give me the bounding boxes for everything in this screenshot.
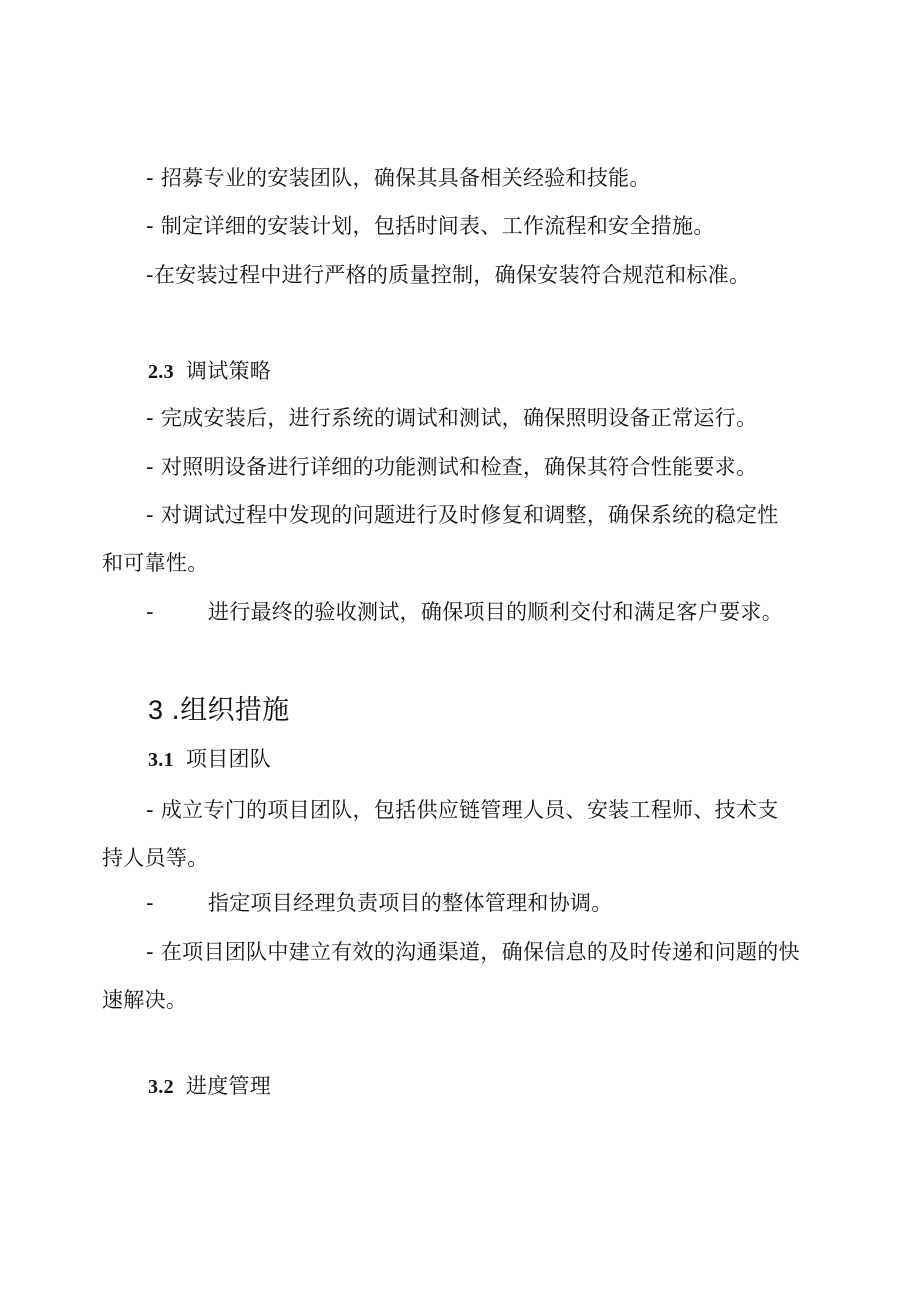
list-item-continuation: 和可靠性。: [102, 551, 209, 575]
section-title: 进度管理: [185, 1074, 272, 1098]
list-item: - 制定详细的安装计划，包括时间表、工作流程和安全措施。: [146, 214, 715, 238]
list-item: - 对照明设备进行详细的功能测试和检查，确保其符合性能要求。: [146, 455, 758, 479]
section-title: 调试策略: [185, 359, 272, 383]
section-heading-3-1: [148, 744, 271, 775]
list-item: [146, 888, 613, 918]
list-item-text: 指定项目经理负责项目的整体管理和协调。: [207, 891, 613, 915]
section-number: 3.1: [148, 749, 174, 771]
list-item-continuation: 速解决。: [102, 988, 188, 1012]
list-item: - 成立专门的项目团队，包括供应链管理人员、安装工程师、技术支: [146, 798, 779, 822]
section-number: 2.3: [148, 361, 174, 383]
list-item: - 在项目团队中建立有效的沟通渠道，确保信息的及时传递和问题的快: [146, 940, 800, 964]
list-item: - 招募专业的安装团队，确保其具备相关经验和技能。: [146, 166, 651, 190]
list-item: -在安装过程中进行严格的质量控制，确保安装符合规范和标准。: [146, 263, 751, 287]
list-item: - 完成安装后，进行系统的调试和测试，确保照明设备正常运行。: [146, 406, 758, 430]
chapter-heading-3: [148, 692, 289, 729]
list-dash: -: [146, 891, 154, 915]
section-number: 3.2: [148, 1076, 174, 1098]
section-heading-3-2: [148, 1071, 271, 1102]
list-item-text: 进行最终的验收测试，确保项目的顺利交付和满足客户要求。: [207, 600, 783, 624]
list-item: [146, 597, 783, 627]
list-item: - 对调试过程中发现的问题进行及时修复和调整，确保系统的稳定性: [146, 503, 779, 527]
chapter-number: 3: [148, 695, 164, 725]
list-dash: -: [146, 600, 154, 624]
chapter-title: .组织措施: [171, 695, 290, 726]
list-item-continuation: 持人员等。: [102, 846, 209, 870]
section-heading-2-3: [148, 356, 271, 387]
section-title: 项目团队: [185, 747, 272, 771]
